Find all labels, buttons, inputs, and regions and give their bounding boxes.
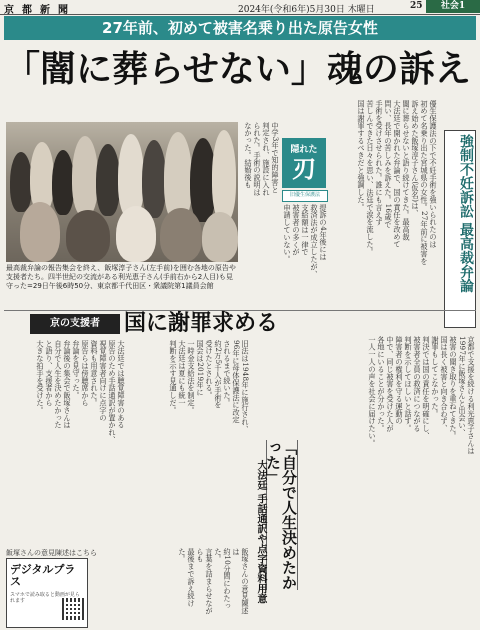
- body-line: 1997年に飯塚さんと出会い、: [458, 336, 467, 437]
- body-line: 判断を示してほしいと話す。: [404, 336, 413, 433]
- body-line: 旧法は1948年に施行され、: [241, 340, 250, 434]
- body-line: 京都で支援を続ける利光恵子さんは: [467, 336, 476, 455]
- body-line: 受けたとされる。: [205, 340, 214, 400]
- body-line: 苦しんできた日々を思い、法廷で涙を流した。: [366, 100, 375, 256]
- qr-code-pattern: [64, 600, 82, 618]
- sub-headline-banner: 27年前、初めて被害名乗り出た原告女性: [4, 16, 476, 40]
- body-line: 中で、同じ被害を受けた人が: [386, 336, 395, 433]
- body-line: 資料も用意された。: [90, 340, 99, 407]
- body-line: 原告のため手話通訳が置かれ、: [108, 340, 117, 444]
- body-line: 弁論後の集会で飯塚さんは: [63, 340, 72, 429]
- body-line: 優生保護法の下で不妊手術を強いられたのは: [429, 100, 438, 248]
- promo-label: 飯塚さんの意見陳述はこちら: [6, 549, 97, 557]
- body-line: と語り、支援者から: [45, 340, 54, 407]
- article-body-lower-mid: [130, 340, 250, 540]
- body-line: 国会は2019年に: [196, 340, 205, 397]
- body-line: 原告らは傍聴席から: [81, 340, 90, 407]
- body-line: 一時金支給法を制定。: [187, 340, 196, 414]
- body-line: 約2万5千人が手術を: [214, 340, 223, 409]
- newspaper-name: 京都新聞: [4, 5, 76, 16]
- inner-subheadline: 大法廷 手話通訳や点字資料用意: [255, 460, 266, 604]
- body-line: 大法廷は夏にも統一: [178, 340, 187, 407]
- body-line: 中学3年で知的障害と: [271, 122, 280, 194]
- body-line: 各地にいることが分かった。: [377, 336, 386, 433]
- body-line: されるまで続いた。: [223, 340, 232, 407]
- body-line: 大法廷で開かれた弁論で、国の責任を改めて: [393, 100, 402, 248]
- body-line: 判定され、施設に入れ: [262, 122, 271, 196]
- inner-headline: 「自分で人生決めたかった」: [264, 440, 298, 590]
- sub-story-label: 京の支援者: [30, 314, 120, 334]
- digital-plus-note: スマホで読み取ると動画が見られます: [10, 592, 80, 604]
- body-line: 国は長く被害と向き合わず、: [440, 336, 449, 433]
- body-line: 大法廷では聴覚障害のある: [117, 340, 126, 429]
- series-badge: [282, 138, 326, 188]
- article-body-photo-side: [240, 122, 280, 308]
- sub-story-headline: 国に謝罪求める: [124, 311, 279, 336]
- body-line: 提訴の4年後には: [319, 204, 328, 261]
- body-line: 被害者の多くが: [292, 204, 301, 256]
- body-line: 大きな拍手を受けた。: [36, 340, 45, 414]
- main-headline: 「闇に葬らせない」魂の訴え: [4, 48, 471, 90]
- body-line: 一人一人の声を社会に届けたい。: [368, 336, 377, 447]
- article-body-upper-right: [332, 100, 438, 325]
- body-line: 約10分間にわたった。: [214, 548, 232, 610]
- kicker-text: 強制不妊訴訟 最高裁弁論: [458, 134, 474, 293]
- body-line: 謝罪もしてこなかった。: [431, 336, 440, 418]
- body-line: 問い、長年の苦しみを訴えた。16歳で: [384, 100, 393, 228]
- body-line: 自分で人生を決めたかった: [54, 340, 63, 429]
- issue-date: 2024年(令和6年)5月30日 木曜日: [238, 5, 375, 15]
- body-line: 被害者全員の救済につながる: [413, 336, 422, 433]
- body-line: 最後まで訴え続けた。: [178, 548, 196, 608]
- badge-subtitle: 旧優生保護法: [282, 190, 328, 202]
- badge-line2: 刃: [292, 155, 316, 183]
- body-line: 障害者の権利を守る運動の: [395, 336, 404, 425]
- body-line: 判決では国の責任を明確にし、: [422, 336, 431, 440]
- badge-line1: 隠れた: [290, 145, 318, 155]
- page-number: 25: [410, 1, 423, 11]
- body-line: 弁論を見守った。: [72, 340, 81, 400]
- body-line: 支給額は一律で: [301, 204, 310, 256]
- body-line: 視覚障害者向けに点字の: [99, 340, 108, 422]
- body-line: られた。手術の説明は: [253, 122, 262, 196]
- body-line: 手術を受けさせられた。誰にも言えず: [375, 100, 384, 226]
- body-line: 申請していない。: [283, 204, 292, 264]
- article-body-lower-right: [300, 336, 476, 626]
- digital-plus-title: デジタルプラス: [10, 563, 76, 588]
- section-tag: 社会1: [426, 0, 480, 13]
- body-line: なかった。結婚後も: [244, 122, 253, 189]
- body-line: 判断を示す見通しだ。: [169, 340, 178, 414]
- body-line: 96年に母体保護法に改定: [232, 340, 241, 424]
- article-body-lower-left: [6, 340, 126, 540]
- body-line: 国は謝罪するべきだと強調した。: [357, 100, 366, 211]
- photo-caption: 最高裁弁論の報告集会を終え、飯塚淳子さん(左手前)を囲む各地の原告や支援者たち。四半世紀の交流がある利光恵子さん(手前右から2人目)も見守った=29日午後6時50分、東京都千代田区・衆議院第1議員会館: [6, 264, 236, 290]
- article-body-bottom-left: [130, 548, 250, 618]
- body-line: 救済法が成立したが、: [310, 204, 319, 278]
- body-line: 闇に葬らせないと語り続けてきた。最高裁: [402, 100, 411, 241]
- body-line: 初めて名乗り出た宮城県の女性。27年前に被害を: [420, 100, 429, 265]
- body-line: 言葉を詰まらせながらも: [196, 548, 214, 615]
- body-line: 被害の聞き取りを重ねてきた。: [449, 336, 458, 440]
- article-body-upper-mid: [282, 204, 328, 324]
- body-line: 飯塚さんの意見陳述は: [232, 548, 250, 615]
- news-photo: [6, 122, 238, 262]
- body-line: 訴え始めた飯塚淳子さん(仮名)は、: [411, 100, 420, 218]
